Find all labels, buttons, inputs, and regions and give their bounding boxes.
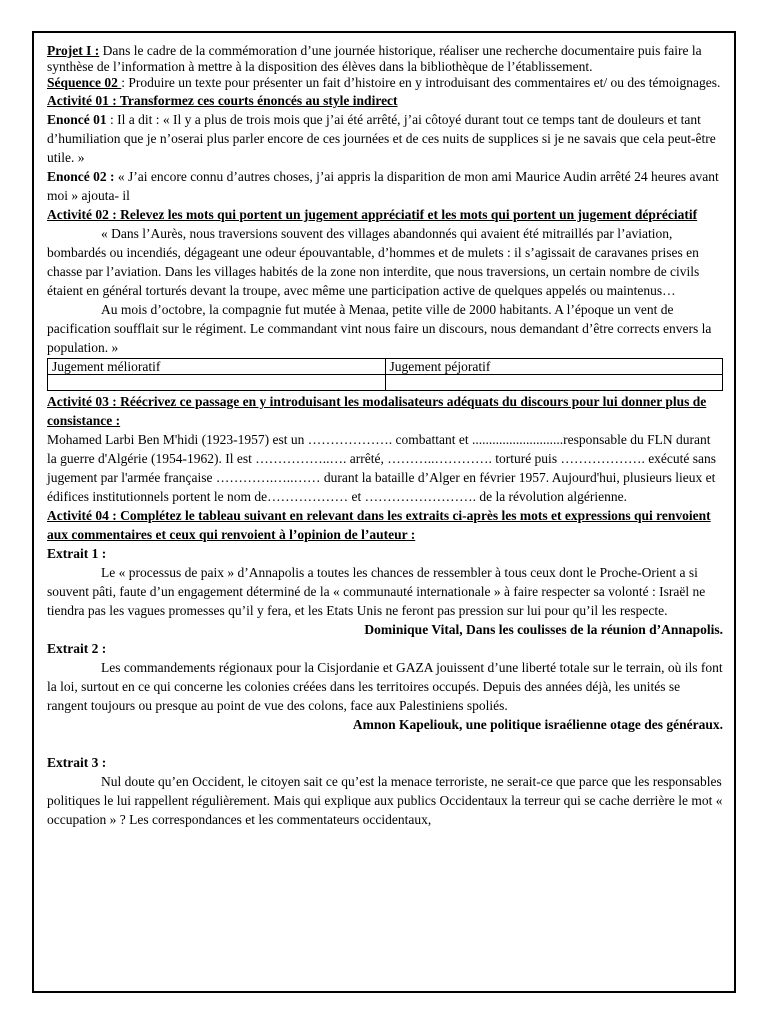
activite1-title: Activité 01 : Transformez ces courts énoncés au style indirect: [47, 93, 398, 108]
projet-label: Projet I :: [47, 43, 100, 58]
sequence-label: Séquence 02: [47, 75, 122, 90]
jugement-pejoratif-header: Jugement péjoratif: [385, 359, 723, 375]
jugement-table-header-row: [48, 359, 723, 375]
document-body: [47, 43, 723, 829]
extrait1-text: Le « processus de paix » d’Annapolis a toutes les chances de ressembler à tous ceux dont le Proche-Orient a si souvent pâti, faute d’un engagement déterminé de la « communauté internationale » à faire respecter sa volonté : Israël ne tiendra pas les vagues promesses qu’il y fera, et les Etats Unis ne feront pas pression sur lui pour qu’il les respecte.: [47, 565, 706, 618]
spacer: [47, 734, 723, 753]
enonce2-text: « J’ai encore connu d’autres choses, j’ai appris la disparition de mon ami Maurice Audin arrêté 24 heures avant moi » ajouta- il: [47, 169, 719, 203]
enonce1-label: Enoncé 01: [47, 112, 107, 127]
activite2-title: Activité 02 : Relevez les mots qui portent un jugement appréciatif et les mots qui portent un jugement dépréciatif: [47, 207, 698, 222]
projet-paragraph: [47, 43, 723, 75]
enonce2-paragraph: [47, 167, 723, 205]
jugement-pejoratif-cell[interactable]: [385, 375, 723, 391]
enonce1-paragraph: [47, 110, 723, 167]
enonce1-text: : Il a dit : « Il y a plus de trois mois que j’ai été arrêté, j’ai côtoyé durant tout ce temps tant de douleurs et tant d’humiliation que je n’oserai plus parler encore de ces journées et de ces nuits de supplices si je ne savais que cela peut-être utile. »: [47, 112, 716, 165]
extrait1-source: Dominique Vital, Dans les coulisses de la réunion d’Annapolis.: [364, 622, 723, 637]
activite2-paragraph-1: « Dans l’Aurès, nous traversions souvent des villages abandonnés qui avaient été mitraillés par l’aviation, bombardés ou incendiés, dégageant une odeur épouvantable, d’hommes et de mulets : il s’agissait de caravanes prises en chasse par l’aviation. Dans les villages habités de la zone non interdite, que nous traversions, un certain nombre de civils étaient en général torturés devant la troupe, avec même une participation active de quelques appelés ou maintenus…: [47, 226, 700, 298]
document-frame: [32, 31, 736, 993]
activite4-title: Activité 04 : Complétez le tableau suivant en relevant dans les extraits ci-après les mots et expressions qui renvoient aux commentaires et ceux qui renvoient à l’opinion de l’auteur :: [47, 508, 711, 542]
sequence-text: : Produire un texte pour présenter un fait d’histoire en y introduisant des commentaires et/ ou des témoignages.: [121, 75, 721, 90]
enonce2-label: Enoncé 02 :: [47, 169, 115, 184]
activite3-title: Activité 03 : Réécrivez ce passage en y introduisant les modalisateurs adéquats du discours pour lui donner plus de consistance :: [47, 394, 707, 428]
extrait3-text: Nul doute qu’en Occident, le citoyen sait ce qu’est la menace terroriste, ne serait-ce que parce que les responsables politiques le lui rappellent régulièrement. Mais qui explique aux publics Occidentaux la terreur qui se cache derrière le mot « occupation » ? Les correspondances et les commentateurs occidentaux,: [47, 774, 723, 827]
activite3-paragraph: Mohamed Larbi Ben M'hidi (1923-1957) est un ………………. combattant et ...........................responsable du FLN durant la guerre d'Algérie (1954-1962). Il est ……………..…. arrêté, ………..…………. torturé puis ………………. exécuté sans jugement par l'armée française ………….…..…… durant la bataille d’Alger en février 1957. Aujourd'hui, plusieurs lieux et édifices institutionnels portent le nom de……………… et ……………………. de la révolution algérienne.: [47, 432, 717, 504]
extrait2-text: Les commandements régionaux pour la Cisjordanie et GAZA jouissent d’une liberté totale sur le terrain, où ils font la loi, surtout en ce qui concerne les colonies créées dans les territoires occupés. Depuis des années déjà, les unités se rangent toujours ou presque au point de vue des colons, face aux Palestiniens spoliés.: [47, 660, 723, 713]
projet-text: Dans le cadre de la commémoration d’une journée historique, réaliser une recherche documentaire puis faire la synthèse de l’information à mettre à la disposition des élèves dans la bibliothèque de l’établissement.: [47, 43, 702, 74]
jugement-melioratif-header: Jugement mélioratif: [48, 359, 386, 375]
extrait1-label: Extrait 1 :: [47, 546, 107, 561]
jugement-table: [47, 358, 723, 391]
sequence-paragraph: [47, 75, 723, 91]
extrait3-label: Extrait 3 :: [47, 755, 107, 770]
extrait2-source: Amnon Kapeliouk, une politique israélienne otage des généraux.: [352, 717, 723, 732]
extrait2-label: Extrait 2 :: [47, 641, 107, 656]
jugement-table-empty-row: [48, 375, 723, 391]
jugement-melioratif-cell[interactable]: [48, 375, 386, 391]
activite2-paragraph-2: Au mois d’octobre, la compagnie fut mutée à Menaa, petite ville de 2000 habitants. A l’époque un vent de pacification soufflait sur le régiment. Le commandant vint nous faire un discours, nous demandant d’être corrects envers la population. »: [47, 302, 712, 355]
